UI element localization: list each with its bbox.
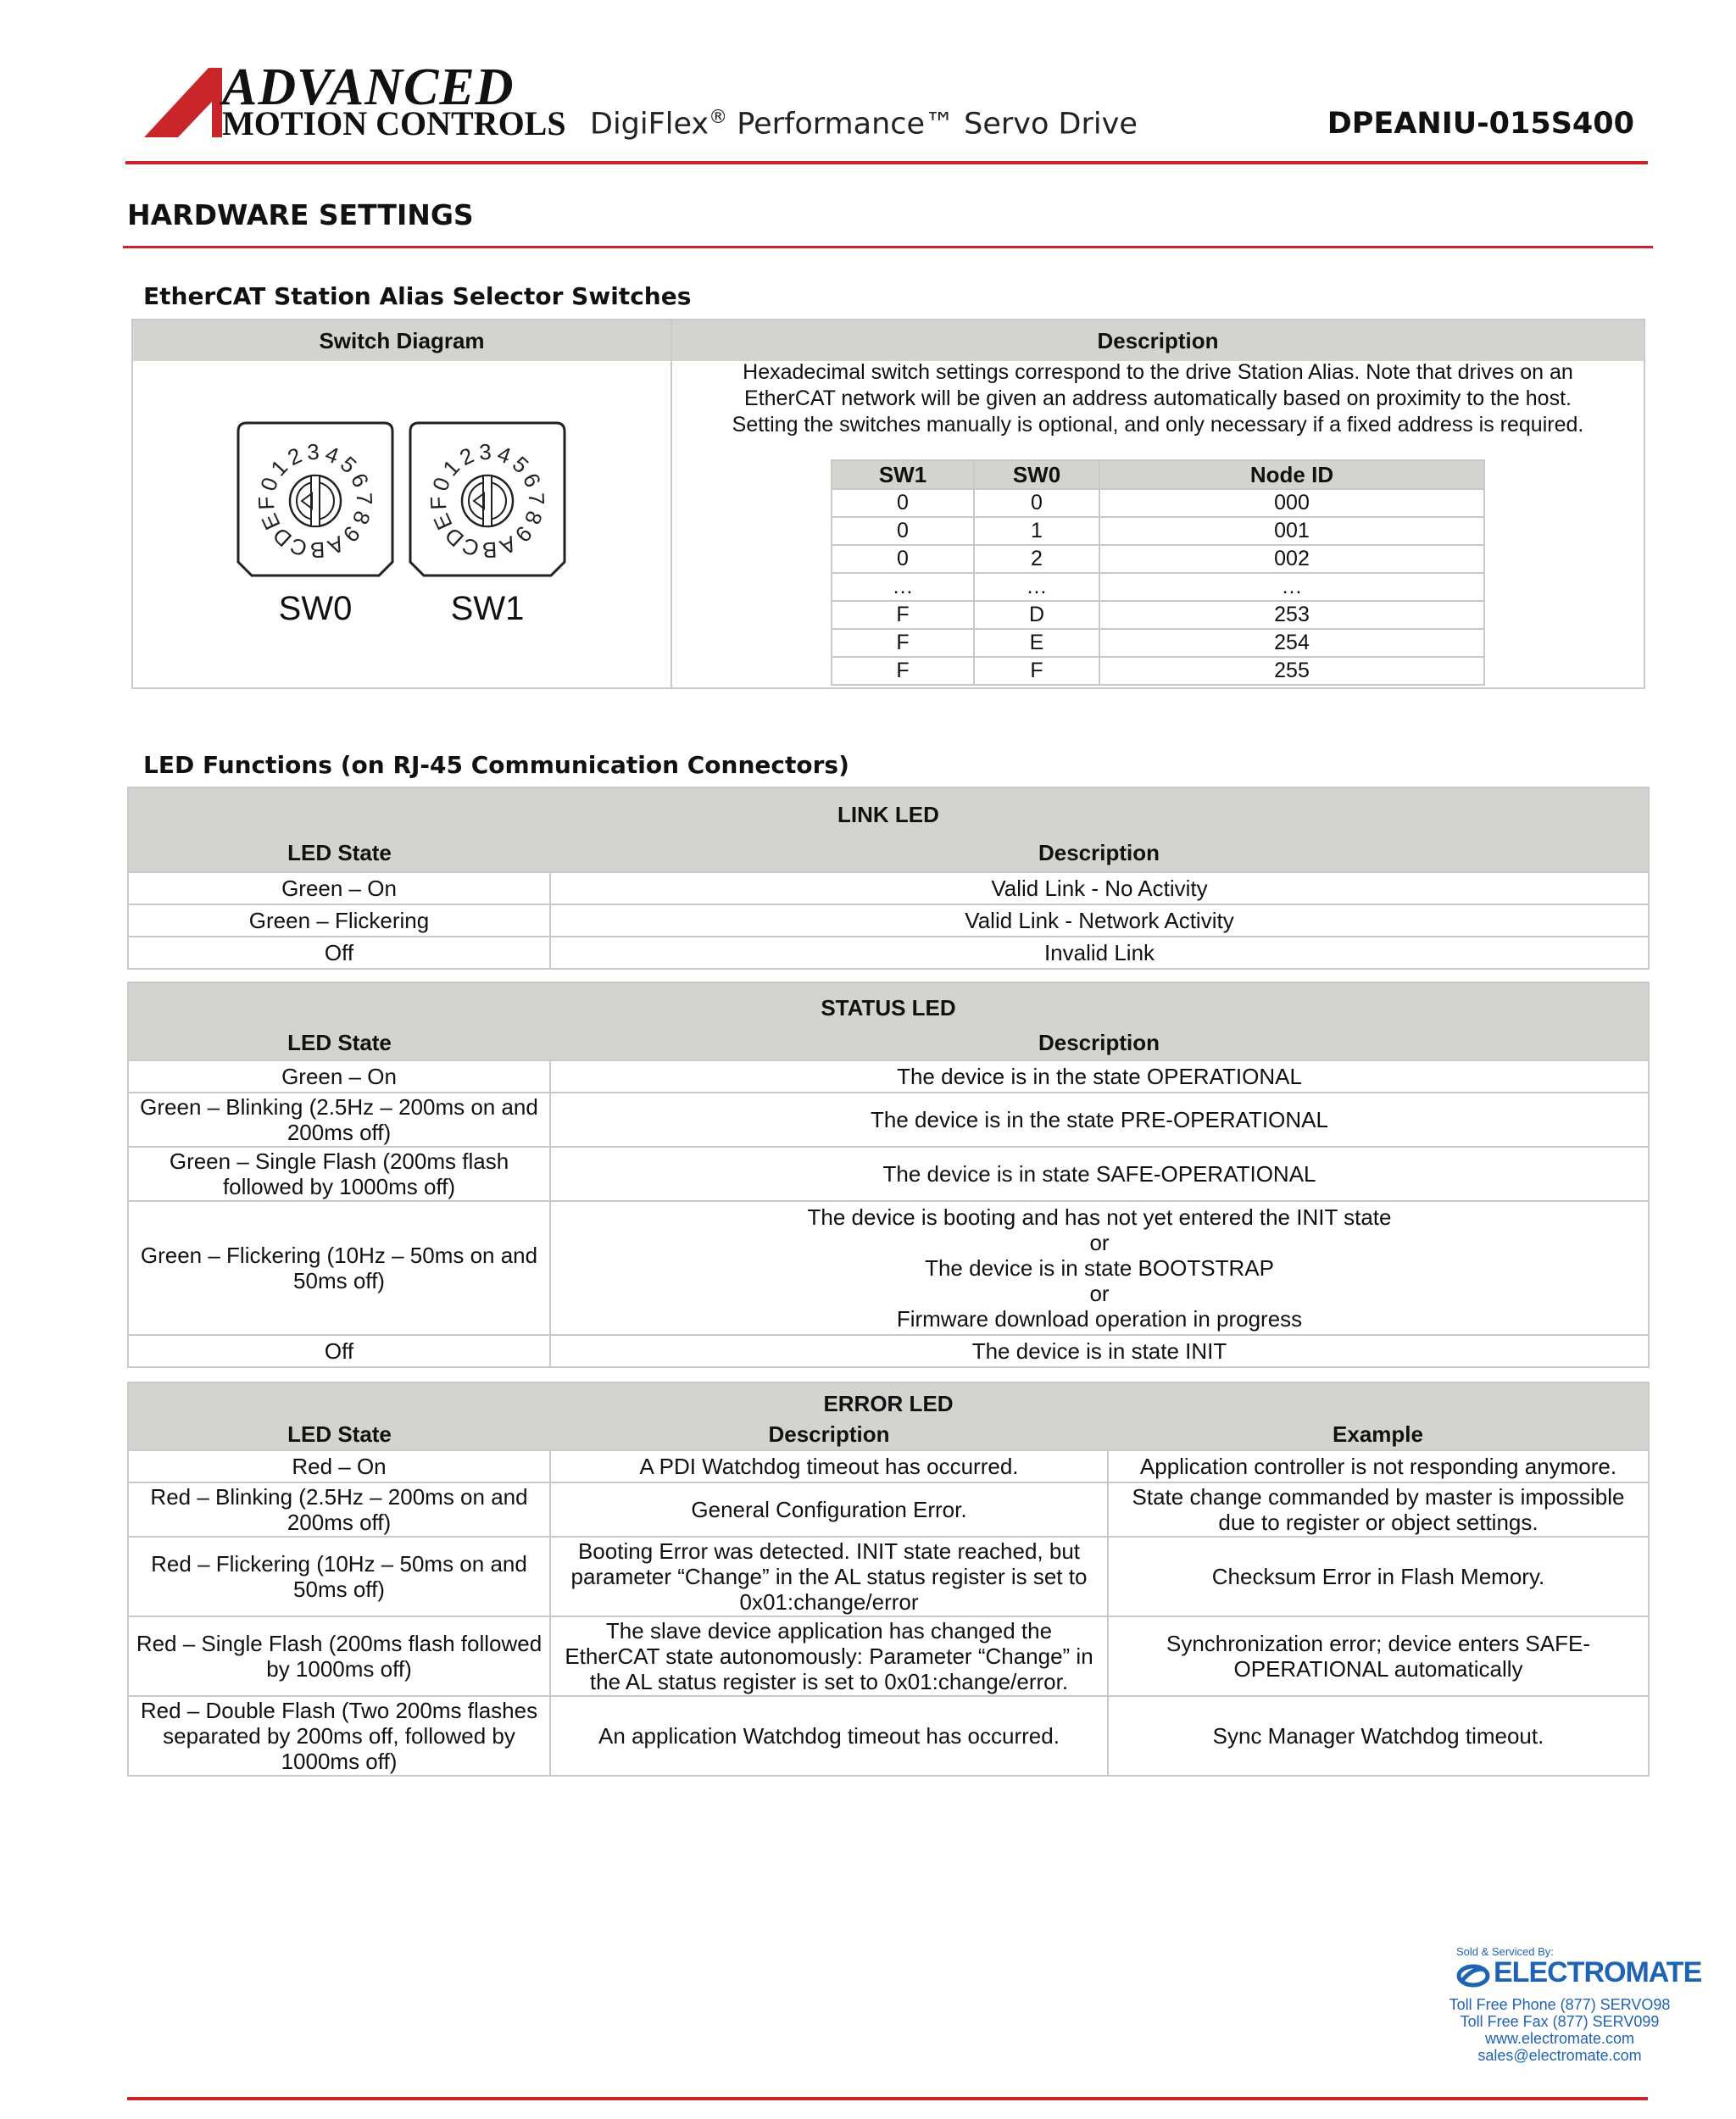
error-description: A PDI Watchdog timeout has occurred. [550, 1450, 1108, 1482]
node-cell: F [832, 601, 974, 629]
error-row [128, 1450, 1649, 1482]
description-cell [671, 361, 1644, 688]
node-col-sw1: SW1 [832, 460, 974, 489]
link-col-state: LED State [287, 840, 392, 865]
switch-label: SW0 [278, 590, 353, 627]
error-example: Synchronization error; device enters SAFE-OPERATIONAL automatically [1108, 1616, 1649, 1696]
error-example: Checksum Error in Flash Memory. [1108, 1537, 1649, 1616]
error-example: Application controller is not responding anymore. [1108, 1450, 1649, 1482]
status-row [128, 1093, 1649, 1147]
dial-digit: C [459, 532, 483, 562]
dial-digit: 9 [337, 520, 365, 548]
link-state: Green – On [128, 872, 550, 904]
electromate-brand: ELECTROMATE [1494, 1956, 1702, 1988]
dial-digit: 3 [478, 438, 492, 465]
switch-label: SW1 [450, 590, 525, 627]
error-example: State change commanded by master is impossible due to register or object settings. [1108, 1482, 1649, 1537]
dial-digit: 7 [351, 492, 378, 506]
led-title: LED Functions (on RJ-45 Communication Connectors) [143, 751, 849, 779]
node-cell: … [974, 573, 1099, 601]
node-cell: F [974, 657, 1099, 685]
node-cell: 0 [832, 517, 974, 545]
product-title: DigiFlex® Performance™ Servo Drive [590, 107, 1138, 142]
node-row [832, 629, 1484, 657]
footer-rule [127, 2097, 1648, 2100]
status-description-line: Firmware download operation in progress [896, 1306, 1303, 1332]
status-state: Green – On [128, 1060, 550, 1093]
dial-digit: 1 [265, 454, 293, 481]
error-state: Red – Flickering (10Hz – 50ms on and 50ms off) [128, 1537, 550, 1616]
link-led-table [127, 787, 1650, 970]
node-id-table [831, 459, 1485, 686]
dial-digit: 1 [437, 454, 465, 481]
node-cell: 253 [1099, 601, 1484, 629]
status-state: Green – Blinking (2.5Hz – 200ms on and 200ms off) [128, 1093, 550, 1147]
link-led-title: LINK LED [837, 802, 939, 827]
dial-digit: D [439, 522, 469, 553]
logo-line1: ADVANCED [222, 58, 515, 116]
status-description: The device is in the state OPERATIONAL [550, 1060, 1649, 1093]
dial-digit: F [425, 495, 452, 511]
error-col-example: Example [1333, 1421, 1423, 1447]
link-col-description: Description [1038, 840, 1160, 865]
node-cell: F [832, 629, 974, 657]
node-row [832, 657, 1484, 685]
section-rule [123, 246, 1653, 248]
node-row [832, 601, 1484, 629]
node-cell: 000 [1099, 489, 1484, 517]
node-cell: 2 [974, 545, 1099, 573]
node-cell: 001 [1099, 517, 1484, 545]
status-row [128, 1201, 1649, 1335]
status-led-table [127, 982, 1650, 1368]
error-row [128, 1482, 1649, 1537]
dial-digit: B [481, 537, 498, 564]
dial-digit: 7 [523, 492, 550, 506]
dial-digit: 4 [493, 440, 515, 470]
rotary-switch [410, 423, 565, 627]
contact-phone: Toll Free Phone (877) SERVO98 [1449, 1996, 1671, 2013]
node-row [832, 489, 1484, 517]
node-cell: 0 [974, 489, 1099, 517]
status-state: Off [128, 1335, 550, 1367]
dial-digit: D [267, 522, 297, 553]
link-row [128, 904, 1649, 937]
error-state: Red – On [128, 1450, 550, 1482]
node-cell: … [832, 573, 974, 601]
dial-digit: E [256, 509, 286, 534]
ethercat-table [131, 319, 1645, 689]
dial-digit: 2 [455, 442, 478, 471]
link-description: Invalid Link [550, 937, 1649, 969]
node-cell: 0 [832, 489, 974, 517]
dial-digit: 8 [519, 507, 548, 528]
node-cell: F [832, 657, 974, 685]
amc-logo-icon [144, 68, 222, 137]
status-description: The device is in the state PRE-OPERATIONAL [550, 1093, 1649, 1147]
dial-digit: 0 [254, 474, 284, 495]
switch-diagram-cell [132, 361, 671, 688]
contact-email[interactable]: sales@electromate.com [1477, 2047, 1642, 2064]
status-state: Green – Flickering (10Hz – 50ms on and 50ms off) [128, 1201, 550, 1335]
status-description: The device is in state INIT [550, 1335, 1649, 1367]
dial-digit: B [309, 537, 326, 564]
electromate-contact [1441, 1996, 1678, 2064]
link-state: Off [128, 937, 550, 969]
part-number: DPEANIU-015S400 [1327, 107, 1634, 141]
node-cell: 002 [1099, 545, 1484, 573]
dial-digit: 5 [335, 451, 362, 479]
node-cell: 254 [1099, 629, 1484, 657]
electromate-logo-icon [1456, 1961, 1490, 1990]
error-led-title: ERROR LED [823, 1391, 954, 1416]
error-description: Booting Error was detected. INIT state reached, but parameter “Change” in the AL status register is set to 0x01:change/error [550, 1537, 1108, 1616]
description-text: Hexadecimal switch settings correspond to the drive Station Alias. Note that drives on an EtherCAT network will be given an address automatically based on proximity to the host. Setting the switches manually is optional, and only necessary if a fixed address is required. [732, 360, 1584, 437]
node-cell: … [1099, 573, 1484, 601]
link-description: Valid Link - Network Activity [550, 904, 1649, 937]
status-row [128, 1335, 1649, 1367]
status-row [128, 1147, 1649, 1201]
node-row [832, 545, 1484, 573]
error-description: An application Watchdog timeout has occurred. [550, 1696, 1108, 1776]
contact-fax: Toll Free Fax (877) SERV099 [1460, 2013, 1660, 2030]
error-state: Red – Single Flash (200ms flash followed by 1000ms off) [128, 1616, 550, 1696]
dial-digit: 9 [509, 520, 537, 548]
status-description [550, 1201, 1649, 1335]
header-rule [125, 161, 1648, 164]
ethercat-title: EtherCAT Station Alias Selector Switches [143, 282, 692, 310]
error-state: Red – Double Flash (Two 200ms flashes separated by 200ms off, followed by 1000ms off) [128, 1696, 550, 1776]
col-description: Description [1097, 328, 1219, 353]
node-cell: D [974, 601, 1099, 629]
error-col-description: Description [768, 1421, 890, 1447]
error-row [128, 1537, 1649, 1616]
error-col-state: LED State [287, 1421, 392, 1447]
contact-web[interactable]: www.electromate.com [1484, 2030, 1635, 2047]
dial-digit: 5 [507, 451, 534, 479]
rotary-switch [238, 423, 392, 627]
node-row [832, 517, 1484, 545]
status-led-title: STATUS LED [821, 995, 956, 1021]
node-cell: 0 [832, 545, 974, 573]
section-title: HARDWARE SETTINGS [127, 198, 474, 231]
error-description: The slave device application has changed the EtherCAT state autonomously: Parameter “Change” in the AL status register is set to 0x01:change/error. [550, 1616, 1108, 1696]
link-description: Valid Link - No Activity [550, 872, 1649, 904]
link-row [128, 937, 1649, 969]
error-example: Sync Manager Watchdog timeout. [1108, 1696, 1649, 1776]
logo-line2: MOTION CONTROLS [222, 104, 566, 142]
dial-digit: 2 [283, 442, 306, 471]
dial-digit: E [428, 509, 458, 534]
rotary-switches-diagram [133, 361, 670, 687]
status-state: Green – Single Flash (200ms flash followed by 1000ms off) [128, 1147, 550, 1201]
link-row [128, 872, 1649, 904]
error-row [128, 1696, 1649, 1776]
dial-digit: 6 [517, 469, 547, 492]
dial-digit: C [287, 532, 311, 562]
col-switch-diagram: Switch Diagram [132, 320, 671, 361]
node-row [832, 573, 1484, 601]
node-cell: 255 [1099, 657, 1484, 685]
status-description-line: or [1089, 1281, 1110, 1306]
dial-digit: F [253, 495, 280, 511]
dial-digit: 3 [306, 438, 320, 465]
sold-by-label: Sold & Serviced By: [1456, 1945, 1554, 1958]
status-col-state: LED State [287, 1030, 392, 1055]
dial-digit: 6 [345, 469, 375, 492]
node-col-nodeid: Node ID [1099, 460, 1484, 489]
status-description-line: The device is booting and has not yet entered the INIT state [807, 1204, 1392, 1230]
status-description-line: The device is in state BOOTSTRAP [925, 1255, 1274, 1281]
error-row [128, 1616, 1649, 1696]
node-cell: 1 [974, 517, 1099, 545]
error-led-table [127, 1382, 1650, 1777]
status-description: The device is in state SAFE-OPERATIONAL [550, 1147, 1649, 1201]
dial-digit: 8 [347, 507, 376, 528]
link-state: Green – Flickering [128, 904, 550, 937]
status-description-line: or [1089, 1230, 1110, 1255]
status-row [128, 1060, 1649, 1093]
status-col-description: Description [1038, 1030, 1160, 1055]
error-description: General Configuration Error. [550, 1482, 1108, 1537]
dial-digit: A [496, 531, 520, 560]
node-col-sw0: SW0 [974, 460, 1099, 489]
dial-digit: 0 [426, 474, 456, 495]
error-state: Red – Blinking (2.5Hz – 200ms on and 200ms off) [128, 1482, 550, 1537]
dial-digit: A [324, 531, 348, 560]
node-cell: E [974, 629, 1099, 657]
dial-digit: 4 [321, 440, 342, 470]
